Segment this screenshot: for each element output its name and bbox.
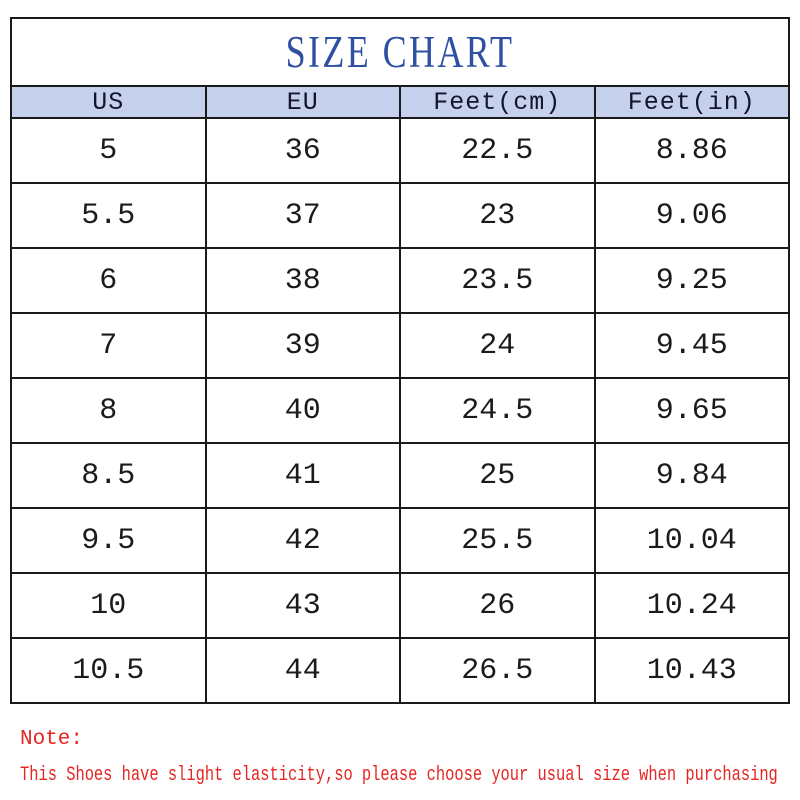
table-cell: 9.84 [595, 443, 790, 508]
table-cell: 10 [11, 573, 206, 638]
table-cell: 5.5 [11, 183, 206, 248]
table-row [11, 378, 789, 443]
table-cell: 24 [400, 313, 595, 378]
table-cell: 10.5 [11, 638, 206, 703]
table-cell: 6 [11, 248, 206, 313]
table-row [11, 183, 789, 248]
table-cell: 26 [400, 573, 595, 638]
title-cell [11, 18, 789, 86]
column-header-us: US [11, 86, 206, 118]
table-cell: 26.5 [400, 638, 595, 703]
page-title: SIZE CHART [285, 27, 515, 77]
note-label: Note: [20, 728, 84, 751]
column-header-eu: EU [206, 86, 401, 118]
table-row [11, 248, 789, 313]
note [20, 727, 800, 788]
table-cell: 42 [206, 508, 401, 573]
table-cell: 23 [400, 183, 595, 248]
table-cell: 9.45 [595, 313, 790, 378]
table-cell: 10.43 [595, 638, 790, 703]
size-chart-table [10, 17, 790, 704]
table-cell: 8.86 [595, 118, 790, 183]
table-row [11, 118, 789, 183]
table-cell: 23.5 [400, 248, 595, 313]
table-cell: 24.5 [400, 378, 595, 443]
table-cell: 9.5 [11, 508, 206, 573]
table-row [11, 508, 789, 573]
table-cell: 38 [206, 248, 401, 313]
table-cell: 9.25 [595, 248, 790, 313]
table-cell: 22.5 [400, 118, 595, 183]
table-cell: 36 [206, 118, 401, 183]
column-header-feet-cm: Feet(cm) [400, 86, 595, 118]
table-cell: 41 [206, 443, 401, 508]
header-row [11, 86, 789, 118]
table-cell: 9.65 [595, 378, 790, 443]
table-cell: 43 [206, 573, 401, 638]
table-cell: 37 [206, 183, 401, 248]
table-row [11, 638, 789, 703]
note-text: This Shoes have slight elasticity,so please choose your usual size when purchasing [20, 764, 778, 788]
table-cell: 8.5 [11, 443, 206, 508]
table-cell: 7 [11, 313, 206, 378]
table-cell: 10.04 [595, 508, 790, 573]
table-cell: 25 [400, 443, 595, 508]
table-cell: 25.5 [400, 508, 595, 573]
table-row [11, 313, 789, 378]
table-cell: 44 [206, 638, 401, 703]
title-row [11, 18, 789, 86]
table-cell: 39 [206, 313, 401, 378]
table-cell: 5 [11, 118, 206, 183]
column-header-feet-in: Feet(in) [595, 86, 790, 118]
table-cell: 10.24 [595, 573, 790, 638]
table-row [11, 573, 789, 638]
table-row [11, 443, 789, 508]
table-cell: 8 [11, 378, 206, 443]
table-cell: 40 [206, 378, 401, 443]
table-cell: 9.06 [595, 183, 790, 248]
